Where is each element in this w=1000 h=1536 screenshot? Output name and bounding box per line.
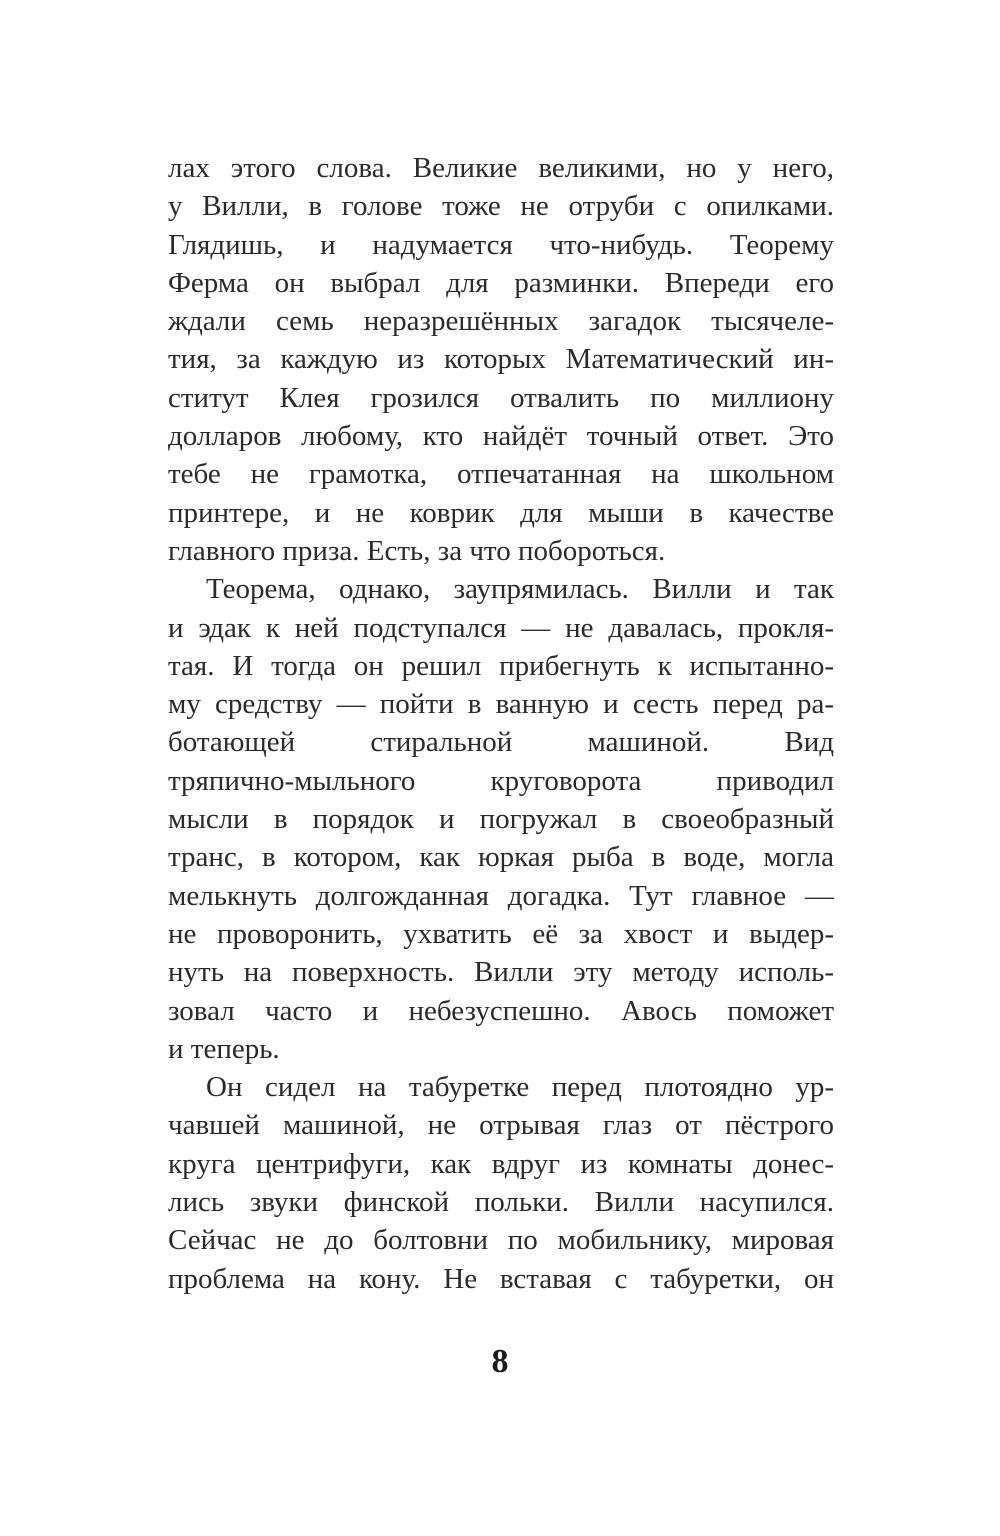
text-line: мысли в порядок и погружал в своеобразный [168, 803, 834, 836]
text-line: тая. И тогда он решил прибегнуть к испытанно- [168, 649, 834, 682]
text-line: и эдак к ней подступался — не давалась, прокля- [168, 611, 834, 644]
text-line: лах этого слова. Великие великими, но у него, [168, 152, 834, 184]
text-line: Сейчас не до болтовни по мобильнику, мировая [168, 1224, 834, 1257]
text-line: долларов любому, кто найдёт точный ответ. Это [168, 420, 834, 453]
body-text [168, 149, 834, 1298]
text-line: и теперь. [168, 1032, 280, 1065]
text-line: тебе не грамотка, отпечатанная на школьном [168, 458, 834, 491]
paragraph-1 [168, 149, 834, 570]
text-line: ститут Клея грозился отвалить по миллиону [168, 381, 834, 414]
page-number: 8 [491, 1343, 509, 1380]
text-line: мелькнуть долгожданная догадка. Тут главное — [168, 879, 834, 912]
text-line: проблема на кону. Не вставая с табуретки, он [168, 1262, 834, 1295]
text-line: транс, в котором, как юркая рыба в воде, могла [168, 841, 834, 874]
text-line: тряпично-мыльного круговорота приводил [168, 764, 834, 797]
text-line: чавшей машиной, не отрывая глаз от пёстрого [168, 1109, 834, 1142]
text-line: ботающей стиральной машиной. Вид [168, 726, 834, 759]
text-line: зовал часто и небезуспешно. Авось поможет [168, 994, 834, 1027]
text-line: нуть на поверхность. Вилли эту методу исполь- [168, 956, 834, 989]
text-line: лись звуки финской польки. Вилли насупился. [168, 1186, 834, 1219]
paragraph-3 [168, 1068, 834, 1298]
text-line: круга центрифуги, как вдруг из комнаты донес- [168, 1147, 834, 1180]
text-line: Теорема, однако, заупрямилась. Вилли и так [206, 573, 834, 606]
text-line: принтере, и не коврик для мыши в качестве [168, 496, 834, 529]
text-line: Он сидел на табуретке перед плотоядно ур- [206, 1071, 834, 1104]
text-line: у Вилли, в голове тоже не отруби с опилками. [168, 190, 834, 223]
text-line: му средству — пойти в ванную и сесть перед ра- [168, 688, 834, 721]
paragraph-2 [168, 570, 834, 1068]
text-line: главного приза. Есть, за что побороться. [168, 534, 666, 567]
text-line: тия, за каждую из которых Математический ин- [168, 343, 834, 376]
text-line: Глядишь, и надумается что-нибудь. Теорему [168, 228, 834, 261]
text-line: не проворонить, ухватить её за хвост и выдер- [168, 917, 834, 950]
text-line: Ферма он выбрал для разминки. Впереди его [168, 266, 834, 299]
text-line: ждали семь неразрешённых загадок тысячеле- [168, 305, 834, 338]
